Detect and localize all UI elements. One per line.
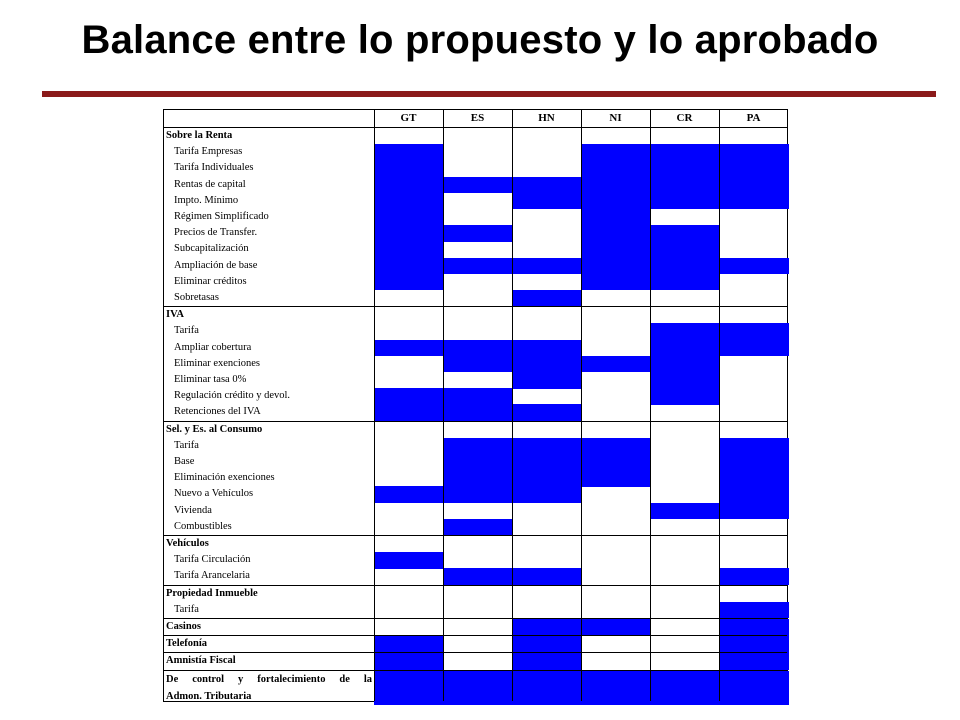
row-label: Subcapitalización (174, 243, 249, 255)
filled-cell (374, 404, 444, 421)
filled-cell (719, 454, 789, 471)
row-label: Tarifa (174, 325, 199, 337)
section-label: Casinos (166, 621, 202, 632)
filled-cell (374, 160, 444, 177)
row-label: Vivienda (174, 504, 212, 516)
filled-cell (719, 602, 789, 619)
filled-cell (374, 193, 444, 210)
section-label: Telefonía (166, 638, 208, 650)
filled-cell (374, 144, 444, 161)
filled-cell (719, 144, 789, 161)
column-divider (650, 110, 651, 701)
row-label: Ampliar cobertura (174, 341, 252, 353)
filled-cell (650, 144, 720, 161)
section-label: Amnistía Fiscal (166, 655, 236, 667)
header-divider (164, 127, 787, 128)
comparison-table (163, 109, 788, 702)
filled-cell (581, 274, 651, 291)
filled-cell (512, 619, 582, 636)
section-divider (164, 535, 787, 536)
filled-cell (374, 274, 444, 291)
column-header-cr: CR (676, 112, 693, 124)
filled-cell (650, 225, 720, 242)
filled-cell (650, 671, 720, 706)
filled-cell (581, 438, 651, 455)
filled-cell (512, 568, 582, 585)
filled-cell (374, 258, 444, 275)
filled-cell (374, 671, 444, 706)
filled-cell (512, 653, 582, 670)
row-label: Eliminar créditos (174, 275, 247, 287)
section-divider (164, 652, 787, 653)
filled-cell (719, 323, 789, 340)
filled-cell (719, 653, 789, 670)
filled-cell (650, 356, 720, 373)
column-divider (581, 110, 582, 701)
row-label: Rentas de capital (174, 178, 246, 190)
filled-cell (719, 470, 789, 487)
filled-cell (719, 258, 789, 275)
filled-cell (443, 519, 513, 536)
filled-cell (512, 454, 582, 471)
filled-cell (719, 177, 789, 194)
column-divider (443, 110, 444, 701)
filled-cell (650, 372, 720, 389)
filled-cell (650, 340, 720, 357)
page-title: Balance entre lo propuesto y lo aprobado (81, 18, 879, 62)
filled-cell (374, 241, 444, 258)
column-divider (719, 110, 720, 701)
filled-cell (581, 209, 651, 226)
section-divider (164, 306, 787, 307)
row-label: Base (174, 456, 195, 467)
filled-cell (512, 290, 582, 307)
filled-cell (443, 388, 513, 405)
filled-cell (650, 274, 720, 291)
filled-cell (443, 671, 513, 706)
filled-cell (719, 160, 789, 177)
filled-cell (581, 160, 651, 177)
filled-cell (374, 636, 444, 653)
filled-cell (512, 177, 582, 194)
row-label: Régimen Simplificado (174, 211, 269, 222)
row-label: Retenciones del IVA (174, 406, 261, 418)
column-header-hn: HN (538, 112, 555, 124)
filled-cell (581, 193, 651, 210)
row-label: Eliminación exenciones (174, 472, 275, 484)
filled-cell (719, 636, 789, 653)
filled-cell (512, 404, 582, 421)
column-header-es: ES (470, 112, 485, 124)
section-label (166, 671, 372, 705)
filled-cell (443, 340, 513, 357)
filled-cell (443, 177, 513, 194)
title-divider (42, 91, 936, 97)
row-label: Eliminar tasa 0% (174, 374, 247, 385)
row-label: Tarifa Individuales (174, 162, 254, 174)
row-label: Combustibles (174, 520, 232, 532)
filled-cell (581, 177, 651, 194)
filled-cell (581, 356, 651, 373)
section-label: Sobre la Renta (166, 130, 233, 141)
filled-cell (443, 438, 513, 455)
filled-cell (650, 323, 720, 340)
filled-cell (374, 653, 444, 670)
row-label: Eliminar exenciones (174, 357, 261, 369)
filled-cell (581, 470, 651, 487)
filled-cell (374, 209, 444, 226)
column-header-ni: NI (609, 112, 622, 124)
filled-cell (374, 486, 444, 503)
filled-cell (443, 486, 513, 503)
filled-cell (512, 486, 582, 503)
filled-cell (512, 636, 582, 653)
row-label: Impto. Mínimo (174, 194, 239, 206)
filled-cell (443, 225, 513, 242)
row-label-line: Admon. Tributaria (166, 690, 252, 702)
filled-cell (443, 568, 513, 585)
filled-cell (581, 241, 651, 258)
filled-cell (719, 619, 789, 636)
filled-cell (581, 225, 651, 242)
row-label: Regulación crédito y devol. (174, 390, 291, 402)
section-label: IVA (166, 309, 184, 321)
filled-cell (374, 552, 444, 569)
filled-cell (374, 177, 444, 194)
section-divider (164, 635, 787, 636)
section-label: Sel. y Es. al Consumo (166, 423, 263, 435)
filled-cell (512, 193, 582, 210)
filled-cell (719, 671, 789, 706)
filled-cell (719, 438, 789, 455)
row-label: Ampliación de base (174, 259, 258, 271)
row-label: Tarifa Empresas (174, 146, 243, 158)
column-header-pa: PA (746, 112, 761, 124)
filled-cell (650, 241, 720, 258)
filled-cell (719, 486, 789, 503)
row-label: Tarifa (174, 603, 199, 615)
row-label: Tarifa Circulación (174, 554, 251, 566)
filled-cell (581, 671, 651, 706)
filled-cell (650, 193, 720, 210)
filled-cell (443, 404, 513, 421)
filled-cell (719, 568, 789, 585)
row-label-line: De control y fortalecimiento de la (166, 673, 372, 685)
filled-cell (443, 470, 513, 487)
row-label: Tarifa (174, 439, 199, 451)
filled-cell (512, 470, 582, 487)
row-label: Nuevo a Vehículos (174, 488, 254, 500)
filled-cell (650, 177, 720, 194)
filled-cell (512, 258, 582, 275)
filled-cell (650, 258, 720, 275)
filled-cell (512, 671, 582, 706)
column-divider (512, 110, 513, 701)
section-label: Vehículos (166, 538, 209, 549)
column-divider (374, 110, 375, 701)
filled-cell (581, 144, 651, 161)
section-divider (164, 618, 787, 619)
filled-cell (650, 160, 720, 177)
filled-cell (374, 225, 444, 242)
filled-cell (512, 340, 582, 357)
filled-cell (719, 503, 789, 520)
filled-cell (512, 372, 582, 389)
filled-cell (581, 454, 651, 471)
section-label: Propiedad Inmueble (166, 587, 258, 599)
filled-cell (581, 258, 651, 275)
filled-cell (581, 619, 651, 636)
filled-cell (443, 356, 513, 373)
column-header-gt: GT (400, 112, 417, 124)
row-label: Tarifa Arancelaria (174, 570, 250, 582)
row-label: Sobretasas (174, 292, 219, 303)
filled-cell (650, 388, 720, 405)
filled-cell (650, 503, 720, 520)
filled-cell (443, 258, 513, 275)
filled-cell (512, 356, 582, 373)
filled-cell (374, 388, 444, 405)
filled-cell (443, 454, 513, 471)
filled-cell (374, 340, 444, 357)
filled-cell (719, 193, 789, 210)
row-label: Precios de Transfer. (174, 227, 258, 239)
filled-cell (512, 438, 582, 455)
filled-cell (719, 340, 789, 357)
